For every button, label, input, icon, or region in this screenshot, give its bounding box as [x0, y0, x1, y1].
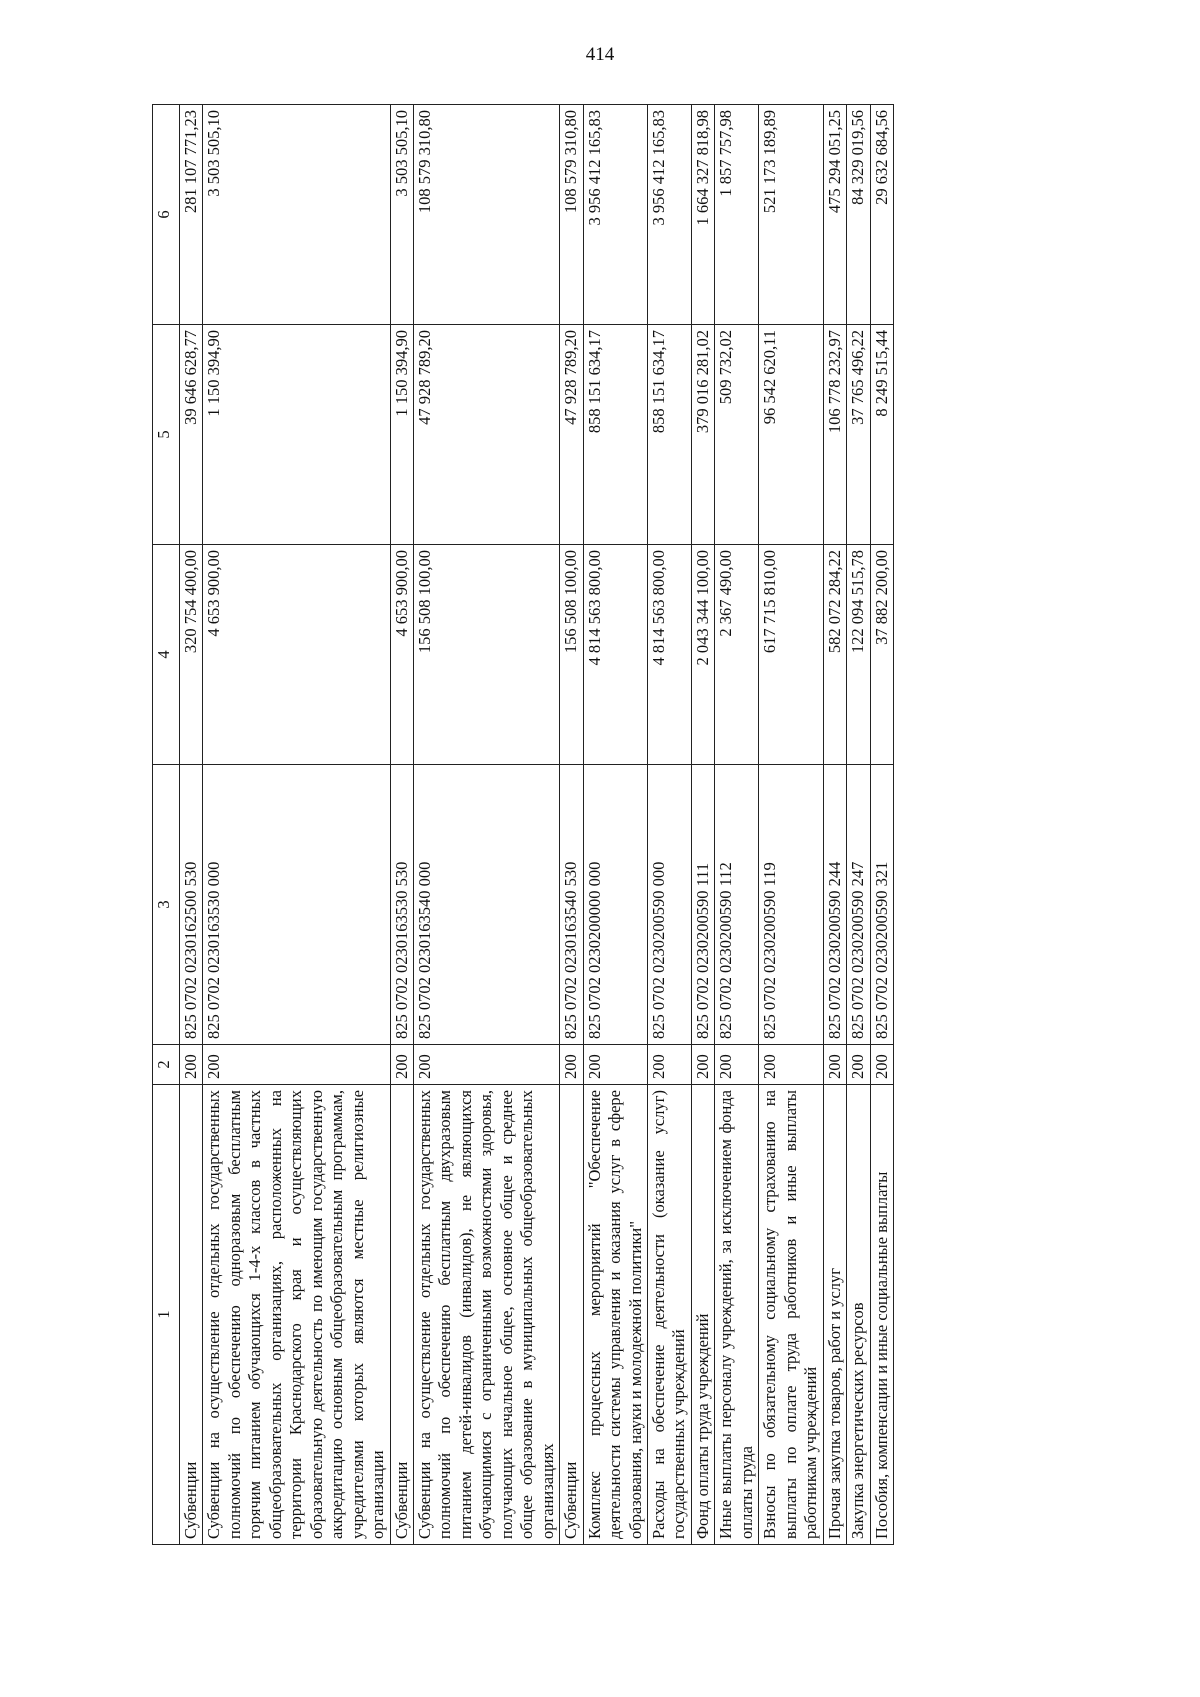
table-row	[560, 105, 583, 1545]
row-approved: 156 508 100,00	[560, 545, 583, 765]
row-code: 825 0702 0230163530 530	[390, 765, 413, 1045]
header-cell: 2	[153, 1045, 180, 1085]
row-code: 825 0702 0230200590 119	[759, 765, 823, 1045]
row-unexecuted: 3 956 412 165,83	[647, 105, 691, 325]
row-executed: 1 150 394,90	[390, 325, 413, 545]
row-executed: 47 928 789,20	[560, 325, 583, 545]
row-executed: 47 928 789,20	[413, 325, 559, 545]
row-admin: 200	[823, 1045, 846, 1085]
row-executed: 379 016 281,02	[691, 325, 714, 545]
table-row	[180, 105, 203, 1545]
row-name: Субвенции	[180, 1085, 203, 1545]
row-code: 825 0702 0230200590 321	[870, 765, 893, 1045]
table-row	[870, 105, 893, 1545]
row-approved: 617 715 810,00	[759, 545, 823, 765]
table-row	[759, 105, 823, 1545]
table-row	[647, 105, 691, 1545]
row-approved: 4 653 900,00	[390, 545, 413, 765]
row-approved: 122 094 515,78	[847, 545, 870, 765]
row-name: Фонд оплаты труда учреждений	[691, 1085, 714, 1545]
row-admin: 200	[759, 1045, 823, 1085]
row-name: Взносы по обязательному социальному страхованию на выплаты по оплате труда работников и иные выплаты работникам учреждений	[759, 1085, 823, 1545]
row-unexecuted: 84 329 019,56	[847, 105, 870, 325]
row-name: Субвенции на осуществление отдельных государственных полномочий по обеспечению бесплатным двухразовым питанием детей-инвалидов (инвалидов), не являющихся обучающимися с ограниченными возможностями здоровья, получающих начальное общее, основное общее и среднее общее образование в муниципальных общеобразовательных организациях	[413, 1085, 559, 1545]
row-executed: 106 778 232,97	[823, 325, 846, 545]
table-row	[390, 105, 413, 1545]
row-code: 825 0702 0230200590 000	[647, 765, 691, 1045]
row-code: 825 0702 0230200590 244	[823, 765, 846, 1045]
row-name: Субвенции	[560, 1085, 583, 1545]
row-unexecuted: 29 632 684,56	[870, 105, 893, 325]
table-row	[583, 105, 647, 1545]
page-number: 414	[585, 44, 615, 65]
table-row	[203, 105, 390, 1545]
row-executed: 858 151 634,17	[583, 325, 647, 545]
row-executed: 509 732,02	[715, 325, 759, 545]
row-name: Закупка энергетических ресурсов	[847, 1085, 870, 1545]
row-unexecuted: 108 579 310,80	[560, 105, 583, 325]
row-unexecuted: 1 664 327 818,98	[691, 105, 714, 325]
row-code: 825 0702 0230200590 111	[691, 765, 714, 1045]
row-unexecuted: 3 503 505,10	[390, 105, 413, 325]
header-cell: 3	[153, 765, 180, 1045]
row-approved: 37 882 200,00	[870, 545, 893, 765]
row-approved: 320 754 400,00	[180, 545, 203, 765]
row-unexecuted: 521 173 189,89	[759, 105, 823, 325]
header-cell: 1	[153, 1085, 180, 1545]
row-name: Прочая закупка товаров, работ и услуг	[823, 1085, 846, 1545]
row-code: 825 0702 0230163530 000	[203, 765, 390, 1045]
row-admin: 200	[180, 1045, 203, 1085]
row-code: 825 0702 0230200000 000	[583, 765, 647, 1045]
row-approved: 4 653 900,00	[203, 545, 390, 765]
row-admin: 200	[560, 1045, 583, 1085]
row-code: 825 0702 0230163540 530	[560, 765, 583, 1045]
header-cell: 6	[153, 105, 180, 325]
row-admin: 200	[203, 1045, 390, 1085]
row-admin: 200	[847, 1045, 870, 1085]
header-row	[153, 105, 180, 1545]
row-code: 825 0702 0230200590 112	[715, 765, 759, 1045]
row-admin: 200	[715, 1045, 759, 1085]
row-executed: 858 151 634,17	[647, 325, 691, 545]
table-row	[691, 105, 714, 1545]
row-executed: 96 542 620,11	[759, 325, 823, 545]
row-name: Пособия, компенсации и иные социальные выплаты	[870, 1085, 893, 1545]
row-approved: 4 814 563 800,00	[583, 545, 647, 765]
row-code: 825 0702 0230200590 247	[847, 765, 870, 1045]
table-row	[715, 105, 759, 1545]
header-cell: 5	[153, 325, 180, 545]
row-admin: 200	[647, 1045, 691, 1085]
row-approved: 2 043 344 100,00	[691, 545, 714, 765]
row-admin: 200	[413, 1045, 559, 1085]
row-unexecuted: 3 503 505,10	[203, 105, 390, 325]
row-unexecuted: 281 107 771,23	[180, 105, 203, 325]
row-approved: 582 072 284,22	[823, 545, 846, 765]
row-name: Субвенции	[390, 1085, 413, 1545]
row-admin: 200	[390, 1045, 413, 1085]
table-row	[823, 105, 846, 1545]
row-executed: 8 249 515,44	[870, 325, 893, 545]
row-unexecuted: 475 294 051,25	[823, 105, 846, 325]
budget-table	[152, 104, 894, 1545]
table-row	[413, 105, 559, 1545]
row-executed: 1 150 394,90	[203, 325, 390, 545]
header-cell: 4	[153, 545, 180, 765]
row-name: Расходы на обеспечение деятельности (оказание услуг) государственных учреждений	[647, 1085, 691, 1545]
row-approved: 4 814 563 800,00	[647, 545, 691, 765]
row-unexecuted: 108 579 310,80	[413, 105, 559, 325]
row-code: 825 0702 0230163540 000	[413, 765, 559, 1045]
row-admin: 200	[691, 1045, 714, 1085]
row-approved: 156 508 100,00	[413, 545, 559, 765]
rotated-table-container	[152, 105, 1082, 1545]
row-unexecuted: 3 956 412 165,83	[583, 105, 647, 325]
row-admin: 200	[870, 1045, 893, 1085]
row-name: Иные выплаты персоналу учреждений, за исключением фонда оплаты труда	[715, 1085, 759, 1545]
row-unexecuted: 1 857 757,98	[715, 105, 759, 325]
row-admin: 200	[583, 1045, 647, 1085]
row-approved: 2 367 490,00	[715, 545, 759, 765]
table-row	[847, 105, 870, 1545]
row-code: 825 0702 0230162500 530	[180, 765, 203, 1045]
row-name: Комплекс процессных мероприятий "Обеспечение деятельности системы управления и оказания услуг в сфере образования, науки и молодежной политики"	[583, 1085, 647, 1545]
row-executed: 39 646 628,77	[180, 325, 203, 545]
row-name: Субвенции на осуществление отдельных государственных полномочий по обеспечению одноразовым бесплатным горячим питанием обучающихся 1-4-х классов в частных общеобразовательных организациях, расположенных на территории Краснодарского края и осуществляющих образовательную деятельность по имеющим государственную аккредитацию основным общеобразовательным программам, учредителями которых являются местные религиозные организации	[203, 1085, 390, 1545]
row-executed: 37 765 496,22	[847, 325, 870, 545]
